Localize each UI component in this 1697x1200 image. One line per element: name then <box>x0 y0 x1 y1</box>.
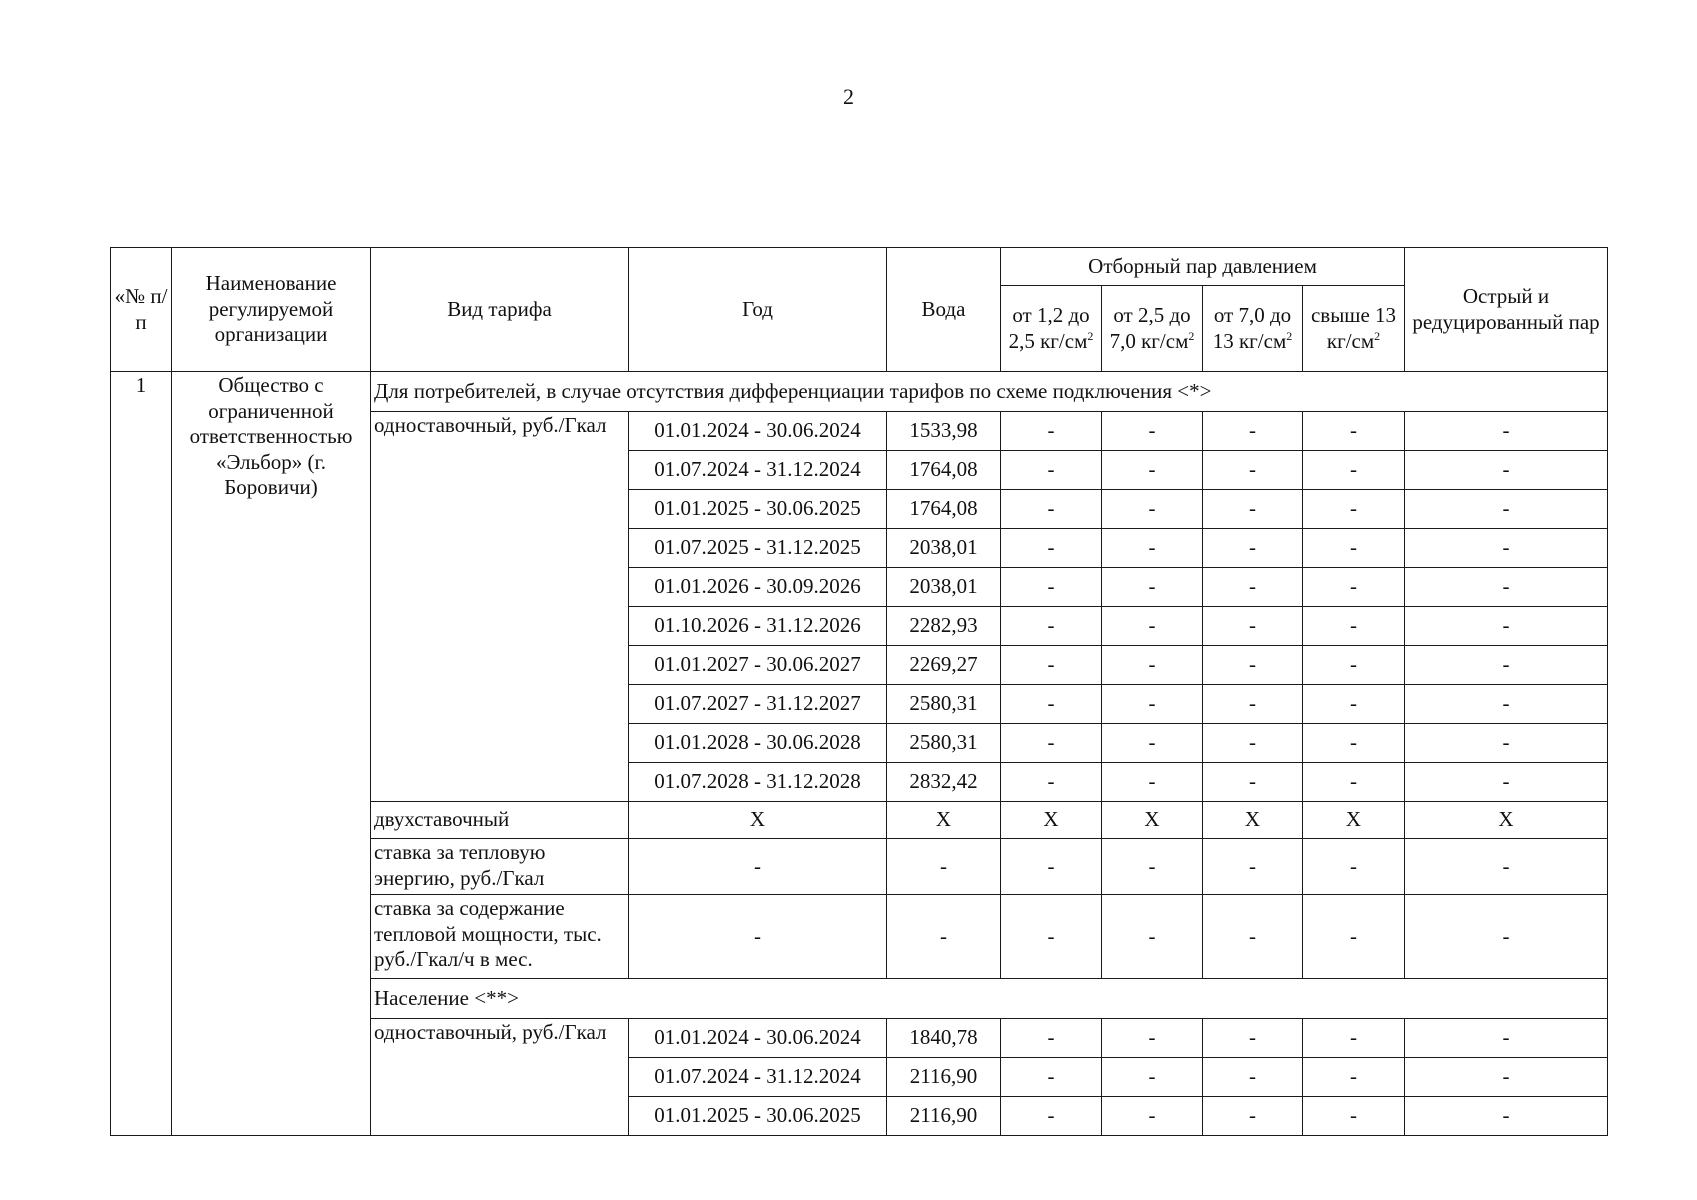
water-cell: 1533,98 <box>887 412 1001 451</box>
sharp-steam-cell: - <box>1405 1019 1608 1058</box>
period-cell: 01.01.2028 - 30.06.2028 <box>629 724 887 763</box>
sharp-steam-cell: - <box>1405 529 1608 568</box>
pressure-2-cell: X <box>1102 802 1203 839</box>
pressure-1-cell: - <box>1001 451 1102 490</box>
pressure-3-cell: - <box>1203 568 1303 607</box>
pressure-1-cell: - <box>1001 1058 1102 1097</box>
water-cell: 1764,08 <box>887 451 1001 490</box>
water-cell: 2580,31 <box>887 685 1001 724</box>
pressure-4-cell: - <box>1303 529 1405 568</box>
heat-rate-label: ставка за тепловую энергию, руб./Гкал <box>371 839 629 895</box>
sharp-steam-cell: - <box>1405 490 1608 529</box>
pressure-2-cell: - <box>1102 607 1203 646</box>
pressure-4-cell: - <box>1303 607 1405 646</box>
pressure-1-cell: - <box>1001 1097 1102 1136</box>
header-pressure-3: от 7,0 до 13 $кг/см^2$ <box>1203 286 1303 372</box>
pressure-3-cell: - <box>1203 1019 1303 1058</box>
water-cell: - <box>887 839 1001 895</box>
pressure-2-cell: - <box>1102 1097 1203 1136</box>
pressure-1-cell: - <box>1001 646 1102 685</box>
pressure-4-cell: - <box>1303 451 1405 490</box>
pressure-3-cell: - <box>1203 1097 1303 1136</box>
organization-name: Общество с ограниченной ответственностью «Эльбор» (г. Боровичи) <box>172 372 371 1136</box>
header-sharp-steam: Острый и редуцированный пар <box>1405 248 1608 372</box>
period-cell: 01.07.2024 - 31.12.2024 <box>629 451 887 490</box>
pressure-1-cell: - <box>1001 568 1102 607</box>
header-steam-group: Отборный пар давлением <box>1001 248 1405 286</box>
pressure-3-cell: - <box>1203 607 1303 646</box>
pressure-2-cell: - <box>1102 568 1203 607</box>
pressure-2-cell: - <box>1102 490 1203 529</box>
period-cell: - <box>629 839 887 895</box>
pressure-3-cell: - <box>1203 529 1303 568</box>
tariff-table <box>110 247 1608 1136</box>
pressure-4-cell: - <box>1303 646 1405 685</box>
water-cell: 2116,90 <box>887 1097 1001 1136</box>
period-cell: 01.07.2024 - 31.12.2024 <box>629 1058 887 1097</box>
sharp-steam-cell: X <box>1405 802 1608 839</box>
period-cell: 01.10.2026 - 31.12.2026 <box>629 607 887 646</box>
sharp-steam-cell: - <box>1405 895 1608 979</box>
pressure-4-cell: - <box>1303 763 1405 802</box>
pressure-2-cell: - <box>1102 1058 1203 1097</box>
water-cell: 2038,01 <box>887 568 1001 607</box>
water-cell: 2282,93 <box>887 607 1001 646</box>
pressure-1-cell: - <box>1001 839 1102 895</box>
sharp-steam-cell: - <box>1405 763 1608 802</box>
period-cell: 01.01.2025 - 30.06.2025 <box>629 1097 887 1136</box>
period-cell: 01.01.2025 - 30.06.2025 <box>629 490 887 529</box>
pressure-3-cell: X <box>1203 802 1303 839</box>
header-pressure-2: от 2,5 до 7,0 $кг/см^2$ <box>1102 286 1203 372</box>
sharp-steam-cell: - <box>1405 412 1608 451</box>
pressure-2-cell: - <box>1102 529 1203 568</box>
pressure-2-cell: - <box>1102 895 1203 979</box>
pressure-4-cell: - <box>1303 839 1405 895</box>
water-cell: - <box>887 895 1001 979</box>
pressure-3-cell: - <box>1203 895 1303 979</box>
pressure-3-cell: - <box>1203 490 1303 529</box>
pressure-4-cell: X <box>1303 802 1405 839</box>
pressure-4-cell: - <box>1303 412 1405 451</box>
header-tariff-type: Вид тарифа <box>371 248 629 372</box>
pressure-4-cell: - <box>1303 1019 1405 1058</box>
period-cell: 01.01.2024 - 30.06.2024 <box>629 1019 887 1058</box>
pressure-2-cell: - <box>1102 646 1203 685</box>
water-cell: 2832,42 <box>887 763 1001 802</box>
pressure-1-cell: - <box>1001 607 1102 646</box>
sharp-steam-cell: - <box>1405 685 1608 724</box>
section-title: Население <**> <box>371 979 1608 1019</box>
pressure-3-cell: - <box>1203 646 1303 685</box>
pressure-1-cell: - <box>1001 412 1102 451</box>
pressure-4-cell: - <box>1303 685 1405 724</box>
period-cell: 01.01.2024 - 30.06.2024 <box>629 412 887 451</box>
header-pressure-4: свыше 13 $кг/см^2$ <box>1303 286 1405 372</box>
period-cell: 01.07.2028 - 31.12.2028 <box>629 763 887 802</box>
pressure-1-cell: - <box>1001 1019 1102 1058</box>
water-cell: 1764,08 <box>887 490 1001 529</box>
water-cell: 2038,01 <box>887 529 1001 568</box>
capacity-rate-label: ставка за содержание тепловой мощности, тыс. руб./Гкал/ч в мес. <box>371 895 629 979</box>
pressure-4-cell: - <box>1303 490 1405 529</box>
pressure-3-cell: - <box>1203 1058 1303 1097</box>
water-cell: 1840,78 <box>887 1019 1001 1058</box>
header-year: Год <box>629 248 887 372</box>
pressure-2-cell: - <box>1102 724 1203 763</box>
pressure-4-cell: - <box>1303 1097 1405 1136</box>
pressure-4-cell: - <box>1303 724 1405 763</box>
pressure-3-cell: - <box>1203 451 1303 490</box>
pressure-1-cell: - <box>1001 529 1102 568</box>
pressure-3-cell: - <box>1203 763 1303 802</box>
pressure-2-cell: - <box>1102 412 1203 451</box>
single-rate-label: одноставочный, руб./Гкал <box>371 1019 629 1136</box>
pressure-4-cell: - <box>1303 1058 1405 1097</box>
period-cell: 01.01.2027 - 30.06.2027 <box>629 646 887 685</box>
pressure-1-cell: X <box>1001 802 1102 839</box>
sharp-steam-cell: - <box>1405 724 1608 763</box>
header-number: «№ п/п <box>111 248 172 372</box>
sharp-steam-cell: - <box>1405 646 1608 685</box>
row-number: 1 <box>111 372 172 1136</box>
pressure-4-cell: - <box>1303 895 1405 979</box>
section-title: Для потребителей, в случае отсутствия дифференциации тарифов по схеме подключения <*> <box>371 372 1608 412</box>
pressure-1-cell: - <box>1001 763 1102 802</box>
sharp-steam-cell: - <box>1405 607 1608 646</box>
pressure-1-cell: - <box>1001 724 1102 763</box>
pressure-1-cell: - <box>1001 490 1102 529</box>
page-number: 2 <box>843 84 854 109</box>
single-rate-label: одноставочный, руб./Гкал <box>371 412 629 802</box>
period-cell: 01.07.2027 - 31.12.2027 <box>629 685 887 724</box>
water-cell: 2269,27 <box>887 646 1001 685</box>
sharp-steam-cell: - <box>1405 451 1608 490</box>
header-pressure-1: от 1,2 до 2,5 $кг/см^2$ <box>1001 286 1102 372</box>
pressure-2-cell: - <box>1102 451 1203 490</box>
water-cell: X <box>887 802 1001 839</box>
sharp-steam-cell: - <box>1405 1097 1608 1136</box>
pressure-1-cell: - <box>1001 895 1102 979</box>
pressure-2-cell: - <box>1102 763 1203 802</box>
pressure-3-cell: - <box>1203 724 1303 763</box>
water-cell: 2580,31 <box>887 724 1001 763</box>
header-organization: Наименование регулируемой организации <box>172 248 371 372</box>
header-water: Вода <box>887 248 1001 372</box>
sharp-steam-cell: - <box>1405 839 1608 895</box>
period-cell: - <box>629 895 887 979</box>
sharp-steam-cell: - <box>1405 568 1608 607</box>
pressure-3-cell: - <box>1203 685 1303 724</box>
sharp-steam-cell: - <box>1405 1058 1608 1097</box>
pressure-4-cell: - <box>1303 568 1405 607</box>
two-rate-label: двухставочный <box>371 802 629 839</box>
period-cell: X <box>629 802 887 839</box>
pressure-3-cell: - <box>1203 839 1303 895</box>
period-cell: 01.07.2025 - 31.12.2025 <box>629 529 887 568</box>
period-cell: 01.01.2026 - 30.09.2026 <box>629 568 887 607</box>
pressure-3-cell: - <box>1203 412 1303 451</box>
pressure-2-cell: - <box>1102 839 1203 895</box>
pressure-1-cell: - <box>1001 685 1102 724</box>
pressure-2-cell: - <box>1102 1019 1203 1058</box>
water-cell: 2116,90 <box>887 1058 1001 1097</box>
pressure-2-cell: - <box>1102 685 1203 724</box>
